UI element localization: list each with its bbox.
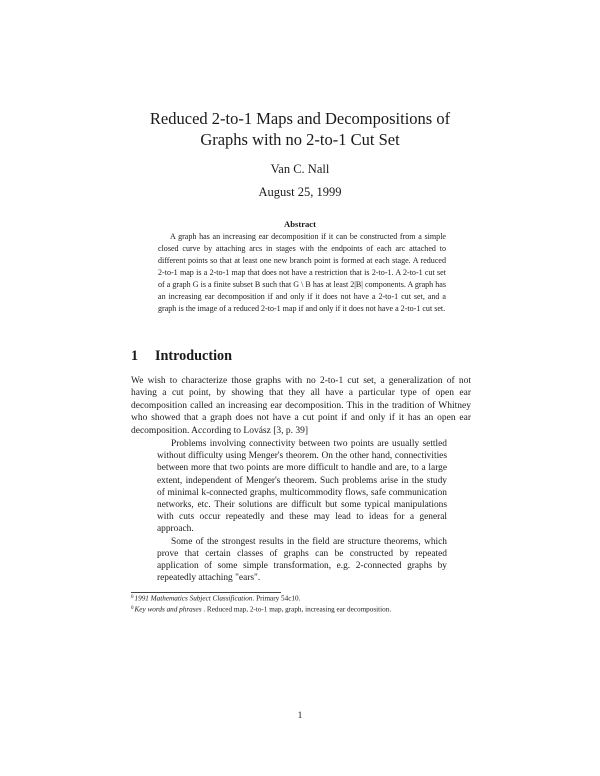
block-quote: [157, 438, 447, 584]
abstract-heading: Abstract: [284, 219, 316, 229]
footnote-text: . Reduced map, 2-to-1 map, graph, increasing ear decomposition.: [201, 605, 392, 614]
footnote-mark: 0: [131, 605, 134, 611]
footnote: [131, 593, 491, 604]
section-title: Introduction: [155, 348, 232, 364]
paper-title: [0, 108, 600, 150]
abstract-body: A graph has an increasing ear decomposition if it can be constructed from a simple closed curve by attaching arcs in stages with the endpoints of each arc attached to different points so that at least one new branch point is formed at each stage. A reduced 2-to-1 map is a 2-to-1 map that does not have a restriction that is 2-to-1. A 2-to-1 cut set of a graph G is a finite subset B such that G \ B has at least 2|B| components. A graph has an increasing ear decomposition if and only if it does not have a 2-to-1 cut set, and a graph is the image of a reduced 2-to-1 map if and only if it does not have a 2-to-1 cut set.: [158, 232, 446, 313]
section-number: 1: [131, 348, 139, 364]
date: August 25, 1999: [258, 185, 342, 199]
page-number: 1: [297, 711, 303, 721]
footnote-label: 1991 Mathematics Subject Classification.: [134, 594, 255, 603]
section-heading: [131, 348, 232, 365]
title-line-1: Reduced 2-to-1 Maps and Decompositions of: [149, 109, 451, 128]
footnote-mark: 0: [131, 595, 134, 600]
quote-paragraph-1: Problems involving connectivity between two points are usually settled without difficulty using Menger's theorem. On the other hand, connectivities between more that two points are more difficult to handle and are, to a large extent, independent of Menger's theorem. Such problems arise in the study of minimal k-connected graphs, multicommodity flows, safe communication networks, etc. Their solutions are difficult but some typical manipulations with cuts occur repeatedly and these may lead to ideas for a general approach.: [157, 439, 447, 535]
footnotes: [131, 593, 491, 614]
author: Van C. Nall: [270, 162, 330, 176]
intro-paragraph: We wish to characterize those graphs with no 2-to-1 cut set, a generalization of not having a cut point, by showing that they all have a particular type of open ear decomposition called an increasing ear decomposition. This in the tradition of Whitney who showed that a graph does not have a cut point if and only if it has an open ear decomposition. According to Lovász [3, p. 39]: [131, 376, 471, 436]
footnote-text: Primary 54c10.: [254, 594, 301, 603]
quote-paragraph-2: Some of the strongest results in the field are structure theorems, which prove that certain classes of graphs can be constructed by repeated application of some simple transformation, e.g. 2-connected graphs by repeatedly attaching "ears".: [157, 536, 447, 584]
footnote: [131, 604, 491, 615]
footnote-label: Key words and phrases: [134, 605, 202, 614]
title-line-2: Graphs with no 2-to-1 Cut Set: [200, 130, 400, 149]
